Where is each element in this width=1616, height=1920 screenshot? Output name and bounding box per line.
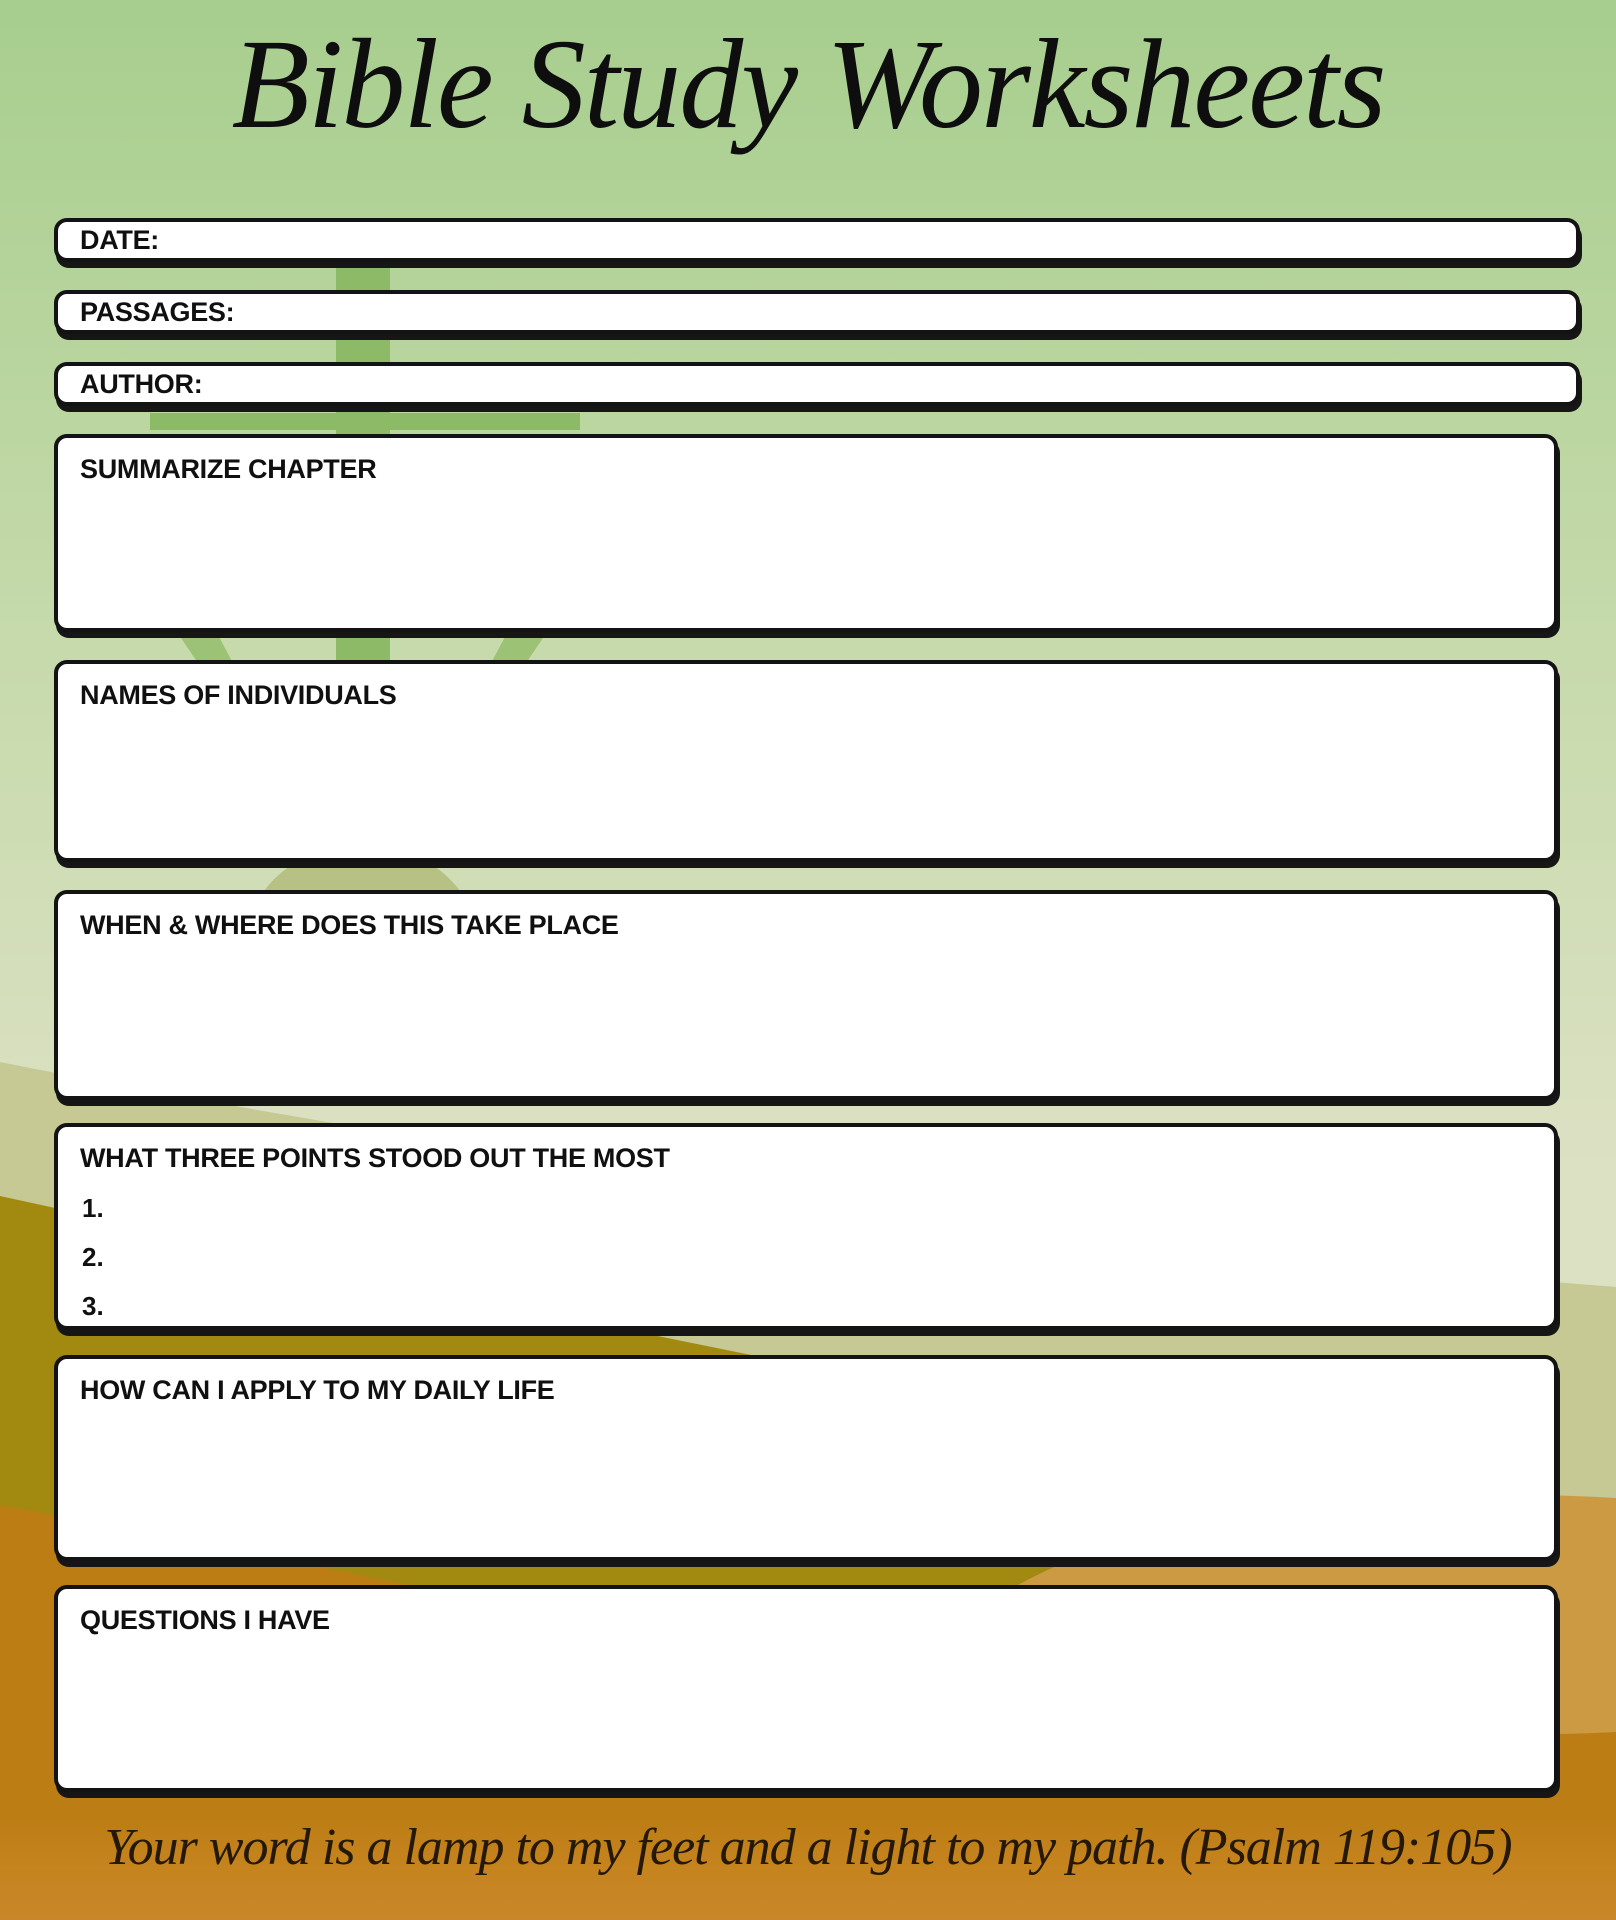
field-author-label: AUTHOR: [80, 368, 203, 399]
field-summarize-chapter-label: SUMMARIZE CHAPTER [80, 454, 377, 484]
field-summarize-chapter[interactable] [54, 434, 1558, 632]
field-date[interactable] [54, 218, 1580, 262]
page-title: Bible Study Worksheets [231, 13, 1385, 155]
field-date-label: DATE: [80, 224, 159, 255]
field-three-points-label: WHAT THREE POINTS STOOD OUT THE MOST [80, 1143, 670, 1173]
field-passages-label: PASSAGES: [80, 296, 235, 327]
field-names-of-individuals[interactable] [54, 660, 1558, 862]
cross-horizontal-bar [150, 413, 580, 430]
field-three-points[interactable] [54, 1123, 1558, 1330]
field-author[interactable] [54, 362, 1580, 406]
field-questions[interactable] [54, 1585, 1558, 1792]
field-apply-daily-life[interactable] [54, 1355, 1558, 1561]
footer-verse: Your word is a lamp to my feet and a light to my path. (Psalm 119:105) [104, 1819, 1512, 1876]
field-questions-label: QUESTIONS I HAVE [80, 1605, 330, 1635]
field-when-where-label: WHEN & WHERE DOES THIS TAKE PLACE [80, 910, 619, 940]
point-number-2[interactable]: 2. [82, 1242, 104, 1272]
field-passages[interactable] [54, 290, 1580, 334]
field-when-where[interactable] [54, 890, 1558, 1100]
point-number-3[interactable]: 3. [82, 1291, 104, 1321]
field-names-of-individuals-label: NAMES OF INDIVIDUALS [80, 680, 397, 710]
field-apply-daily-life-label: HOW CAN I APPLY TO MY DAILY LIFE [80, 1375, 555, 1405]
point-number-1[interactable]: 1. [82, 1193, 104, 1223]
